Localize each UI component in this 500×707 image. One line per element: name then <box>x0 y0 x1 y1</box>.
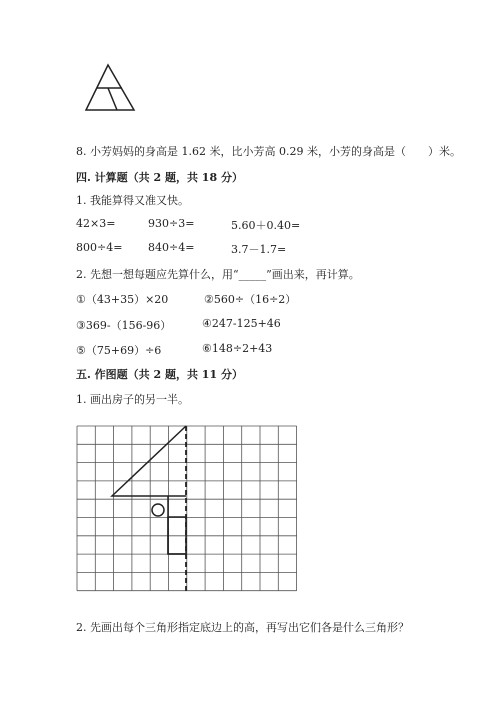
order-item: ①（43+35）×20 <box>76 293 169 306</box>
section-4-title: 四. 计算题（共 2 题，共 18 分） <box>76 171 243 184</box>
section-5-q2-prompt: 2. 先画出每个三角形指定底边上的高，再写出它们各是什么三角形？ <box>76 621 409 634</box>
calc-item: 800÷4= <box>76 241 123 254</box>
house-half <box>112 426 186 554</box>
calc-item: 840÷4= <box>148 241 195 254</box>
calc-item: 3.7－1.7= <box>231 243 287 256</box>
house-wall <box>168 496 186 554</box>
roof-line <box>112 426 186 496</box>
section-4-q2-prompt: 2. 先想一想每题应先算什么，用“_____”画出来，再计算。 <box>76 268 360 281</box>
order-item: ⑥148÷2+43 <box>202 342 273 355</box>
window-circle <box>152 504 164 516</box>
order-item: ③369-（156-96） <box>76 319 172 332</box>
calc-item: 42×3= <box>76 217 116 230</box>
order-item: ④247-125+46 <box>202 317 281 330</box>
order-item: ⑤（75+69）÷6 <box>76 344 162 357</box>
triangle-figure <box>80 62 150 122</box>
house-grid-figure <box>74 423 304 595</box>
section-5-title: 五. 作图题（共 2 题，共 11 分） <box>76 368 243 381</box>
calc-item: 5.60＋0.40= <box>231 219 301 232</box>
section-5-q1-prompt: 1. 画出房子的另一半。 <box>76 393 189 406</box>
order-item: ②560÷（16÷2） <box>204 293 297 306</box>
section-4-q1-prompt: 1. 我能算得又准又快。 <box>76 194 189 207</box>
question-8: 8. 小芳妈妈的身高是 1.62 米，比小芳高 0.29 米，小芳的身高是（ ）米。 <box>76 145 461 158</box>
calc-item: 930÷3= <box>148 217 195 230</box>
